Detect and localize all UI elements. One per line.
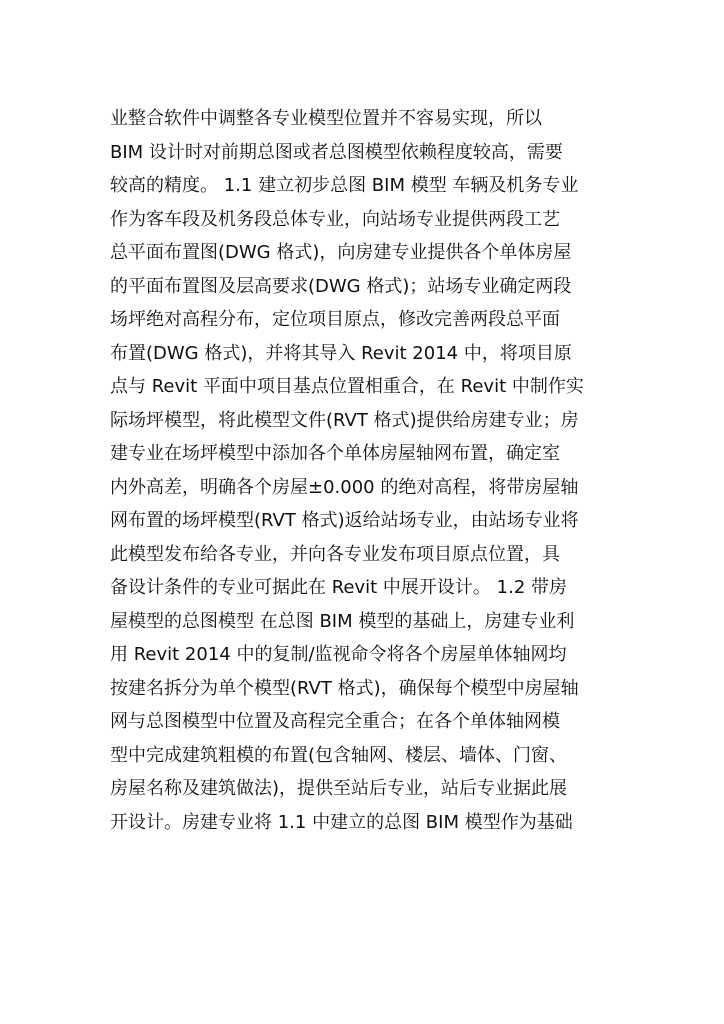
text-line-1: 业整合软件中调整各专业模型位置并不容易实现，所以 [110, 108, 542, 129]
text-line-17: 用 Revit 2014 中的复制/监视命令将各个房屋单体轴网均 [110, 644, 567, 665]
text-line-16: 屋模型的总图模型 在总图 BIM 模型的基础上，房建专业利 [110, 610, 575, 632]
text-line-2: BIM 设计时对前期总图或者总图模型依赖程度较高，需要 [110, 141, 563, 163]
text-line-11: 建专业在场坪模型中添加各个单体房屋轴网布置，确定室 [110, 443, 560, 464]
body-text [110, 102, 630, 839]
text-line-19: 网与总图模型中位置及高程完全重合；在各个单体轴网模 [110, 711, 560, 732]
text-line-14: 此模型发布给各专业，并向各专业发布项目原点位置，具 [110, 543, 560, 565]
text-line-15: 备设计条件的专业可据此在 Revit 中展开设计。 1.2 带房 [110, 577, 567, 598]
text-line-13: 网布置的场坪模型(RVT 格式)返给站场专业，由站场专业将 [110, 510, 579, 531]
text-line-3: 较高的精度。 1.1 建立初步总图 BIM 模型 车辆及机务专业 [110, 175, 579, 196]
text-line-4: 作为客车段及机务段总体专业，向站场专业提供两段工艺 [110, 208, 560, 230]
text-line-7: 场坪绝对高程分布，定位项目原点，修改完善两段总平面 [110, 309, 560, 330]
text-line-20: 型中完成建筑粗模的布置(包含轴网、楼层、墙体、门窗、 [110, 744, 568, 766]
text-line-10: 际场坪模型，将此模型文件(RVT 格式)提供给房建专业；房 [110, 409, 579, 431]
text-line-8: 布置(DWG 格式)，并将其导入 Revit 2014 中，将项目原 [110, 342, 572, 364]
text-line-21: 房屋名称及建筑做法)，提供至站后专业，站后专业据此展 [110, 778, 568, 799]
text-line-18: 按建名拆分为单个模型(RVT 格式)，确保每个模型中房屋轴 [110, 677, 579, 699]
text-line-6: 的平面布置图及层高要求(DWG 格式)；站场专业确定两段 [110, 275, 572, 297]
text-line-9: 点与 Revit 平面中项目基点位置相重合，在 Revit 中制作实 [110, 376, 584, 397]
text-line-12: 内外高差，明确各个房屋±0.000 的绝对高程，将带房屋轴 [110, 476, 579, 498]
text-line-22: 开设计。房建专业将 1.1 中建立的总图 BIM 模型作为基础 [110, 811, 573, 833]
text-line-5: 总平面布置图(DWG 格式)，向房建专业提供各个单体房屋 [110, 242, 572, 263]
